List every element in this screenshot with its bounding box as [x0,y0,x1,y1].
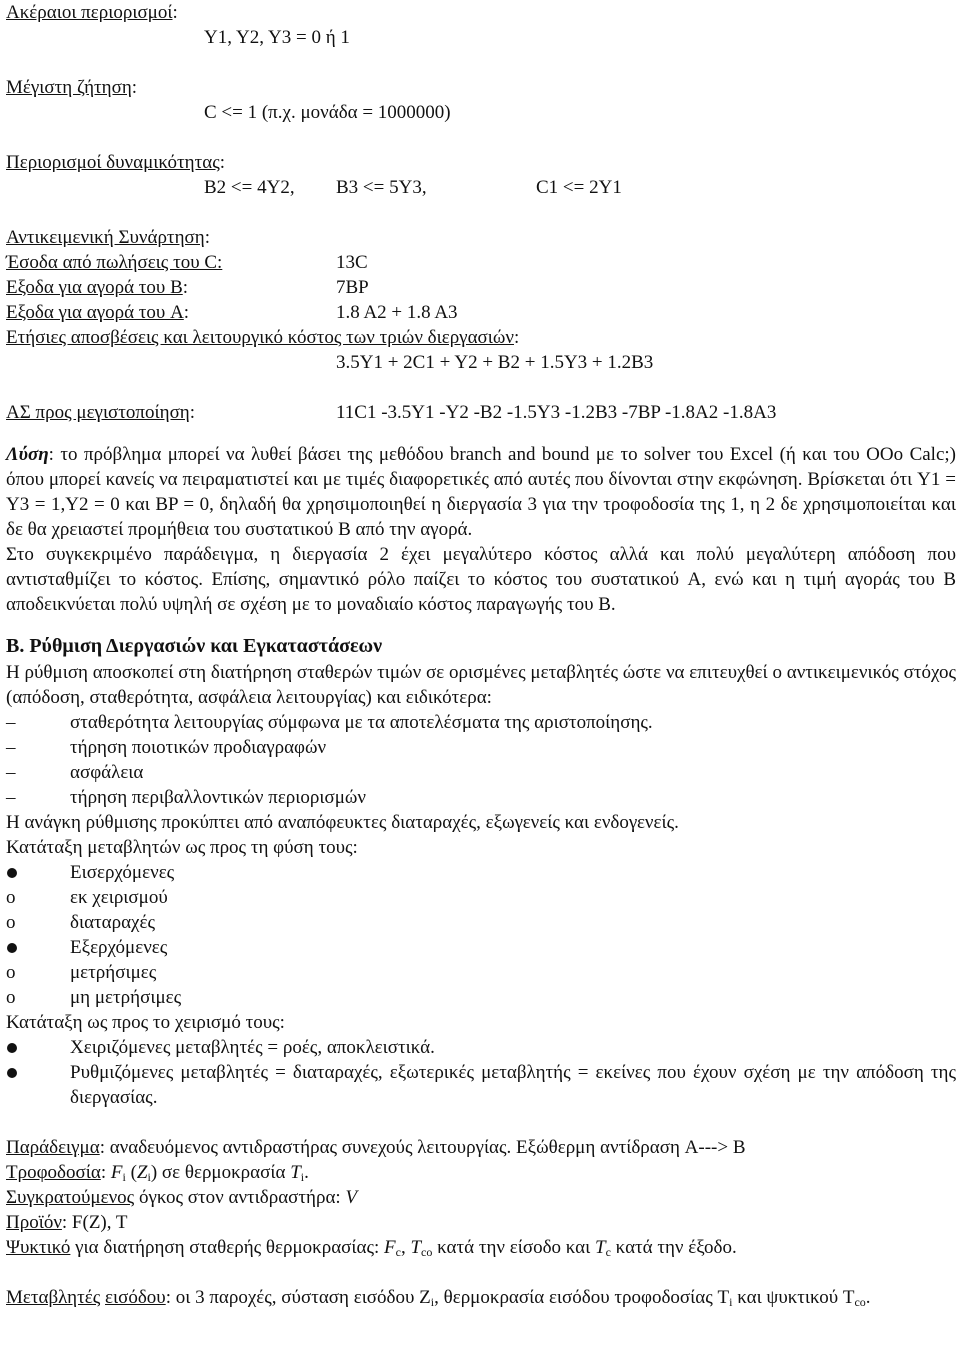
section-b-title: B. Ρύθμιση Διεργασιών και Εγκαταστάσεων [6,635,383,657]
annual-cost-value: 3.5Y1 + 2C1 + Y2 + B2 + 1.5Y3 + 1.2B3 [336,352,654,373]
capacity-b2: B2 <= 4Y2, [204,177,295,198]
dash-icon: – [6,737,16,758]
list-item: – ασφάλεια [6,762,144,783]
maximize-value: 11C1 -3.5Y1 -Y2 -B2 -1.5Y3 -1.2B3 -7BP -1.8A2 -1.8A3 [336,402,777,423]
dash-icon: – [6,787,16,808]
capacity-label: Περιορισμοί δυναμικότητας [6,152,220,173]
dash-icon: – [6,712,16,733]
bullet-icon [7,1043,17,1053]
solution-text: : το πρόβλημα μπορεί να λυθεί βάσει της μεθόδου branch and bound με το solver του Excel (ή και του OOo Calc;) όπου μπορεί κανείς να πειραματιστεί και με τιμές διαφορετικές από αυτές που δίνονται στην εκφώνηση. Βρίσκεται ότι Y1 = Y3 = 1,Y2 = 0 και BP = 0, δηλαδή θα χρησιμοποιηθεί η διεργασία 3 για την τροφοδοσία της 1, η 2 δε χρησιμοποιείται και δε θα χρειαστεί προμήθεια του συστατικού B από την αγορά. [6,444,956,540]
list-item: Ρυθμιζόμενες μεταβλητές = διαταραχές, εξωτερικές μεταβλητής = εκείνες που έχουν σχέση με την απόδοση της διεργασίας. [6,1060,956,1110]
annual-cost-line: Ετήσιες αποσβέσεις και λειτουργικό κόστος των τριών διεργασιών: [6,327,520,348]
list-item: Εισερχόμενες [6,860,956,885]
integer-constraints-value-line [6,25,956,50]
max-demand-value-line [6,100,956,125]
list-item: – τήρηση ποιοτικών προδιαγραφών [6,737,327,758]
variables-label: Μεταβλητές [6,1287,101,1308]
circle-bullet-icon: o [6,887,16,908]
dash-icon: – [6,762,16,783]
integer-constraints-value: Y1, Y2, Y3 = 0 ή 1 [204,27,350,48]
expense-b-value: 7BP [336,277,369,298]
class-handling-line: Κατάταξη ως προς το χειρισμό τους: [6,1012,285,1033]
annual-cost-label: Ετήσιες αποσβέσεις και λειτουργικό κόστος των τριών διεργασιών [6,327,514,348]
circle-bullet-icon: o [6,962,16,983]
variables-paragraph: Μεταβλητές εισόδου: οι 3 παροχές, σύσταση εισόδου $Z_i$, θερμοκρασία εισόδου τροφοδοσίας $T_i$ και ψυκτικού $T_{co}$. [6,1287,871,1309]
solution-label: Λύση [6,444,49,465]
max-demand-value: C <= 1 (π.χ. μονάδα = 1000000) [204,102,451,123]
document-page [6,0,956,1310]
integer-constraints-line: Ακέραιοι περιορισμοί: [6,2,178,23]
list-item: o διαταραχές [6,912,155,933]
expense-a-value: 1.8 A2 + 1.8 A3 [336,302,458,323]
example-label: Παράδειγμα [6,1137,100,1158]
capacity-values-line [6,175,956,200]
capacity-c1: C1 <= 2Y1 [536,177,622,198]
bullet-icon [7,1068,17,1078]
bullet-icon [7,868,17,878]
income-label: Έσοδα από πωλήσεις του C: [6,252,223,273]
list-item: Χειριζόμενες μεταβλητές = ροές, αποκλειστικά. [6,1035,956,1060]
feed-line: Τροφοδοσία: $F_i$ $(Z_i)$ σε θερμοκρασία $T_i$. [6,1162,309,1184]
list-item: Εξερχόμενες [6,935,956,960]
need-line: Η ανάγκη ρύθμισης προκύπτει από αναπόφευκτες διαταραχές, εξωγενείς και ενδογενείς. [6,812,679,833]
capacity-b3: B3 <= 5Y3, [336,177,427,198]
annual-cost-value-line [6,350,956,375]
coolant-label: Ψυκτικό [6,1237,71,1258]
integer-constraints-label: Ακέραιοι περιορισμοί [6,2,173,23]
hold-line: Συγκρατούμενος όγκος στον αντιδραστήρα: V [6,1187,358,1208]
hold-label: Συγκρατούμενος [6,1187,135,1208]
circle-bullet-icon: o [6,912,16,933]
max-demand-label: Μέγιστη ζήτηση [6,77,132,98]
expense-b-line: Εξοδα για αγορά του B: 7BP [6,277,369,298]
solution-paragraph-2: Στο συγκεκριμένο παράδειγμα, η διεργασία 2 έχει μεγαλύτερο κόστος αλλά και πολύ μεγαλύτερη απόδοση που αντισταθμίζει το κόστος. Επίσης, σημαντικό ρόλο παίζει το κόστος του συστατικού A, ενώ και η τιμή αγοράς του B αποδεικνύεται πολύ υψηλή σε σχέση με το μοναδιαίο κόστος παραγωγής του B. [6,544,956,615]
expense-a-line: Εξοδα για αγορά του A: 1.8 A2 + 1.8 A3 [6,302,458,323]
objective-line: Αντικειμενική Συνάρτηση: [6,227,210,248]
product-label: Προϊόν [6,1212,62,1233]
max-demand-line: Μέγιστη ζήτηση: [6,77,138,98]
solution-paragraph [6,442,956,542]
income-value: 13C [336,252,368,273]
income-line [6,250,956,275]
capacity-line: Περιορισμοί δυναμικότητας: [6,152,226,173]
product-line: Προϊόν: F(Z), T [6,1212,128,1233]
list-item: – σταθερότητα λειτουργίας σύμφωνα με τα αποτελέσματα της αριστοποίησης. [6,712,653,733]
list-item: o μετρήσιμες [6,962,157,983]
section-b-intro: Η ρύθμιση αποσκοπεί στη διατήρηση σταθερών τιμών σε ορισμένες μεταβλητές ώστε να επιτευχθεί ο αντικειμενικός στόχος (απόδοση, σταθερότητα, ασφάλεια λειτουργίας) και ειδικότερα: [6,662,956,708]
example-line: Παράδειγμα: αναδευόμενος αντιδραστήρας συνεχούς λειτουργίας. Εξώθερμη αντίδραση A---> B [6,1137,746,1158]
bullet-icon [7,943,17,953]
maximize-label: ΑΣ προς μεγιστοποίηση [6,402,190,423]
objective-label: Αντικειμενική Συνάρτηση [6,227,205,248]
expense-a-label: Εξοδα για αγορά του A [6,302,184,323]
list-item: – τήρηση περιβαλλοντικών περιορισμών [6,787,367,808]
list-item: o εκ χειρισμού [6,887,168,908]
circle-bullet-icon: o [6,987,16,1008]
class-nature-line: Κατάταξη μεταβλητών ως προς τη φύση τους: [6,837,358,858]
input-label: εισόδου [105,1287,166,1308]
list-item: o μη μετρήσιμες [6,987,182,1008]
expense-b-label: Εξοδα για αγορά του B [6,277,183,298]
feed-label: Τροφοδοσία [6,1162,101,1183]
coolant-line: Ψυκτικό για διατήρηση σταθερής θερμοκρασίας: $F_c$, $T_{co}$ κατά την είσοδο και $T_c$ κατά την έξοδο. [6,1237,737,1259]
maximize-line: ΑΣ προς μεγιστοποίηση: 11C1 -3.5Y1 -Y2 -B2 -1.5Y3 -1.2B3 -7BP -1.8A2 -1.8A3 [6,402,777,423]
